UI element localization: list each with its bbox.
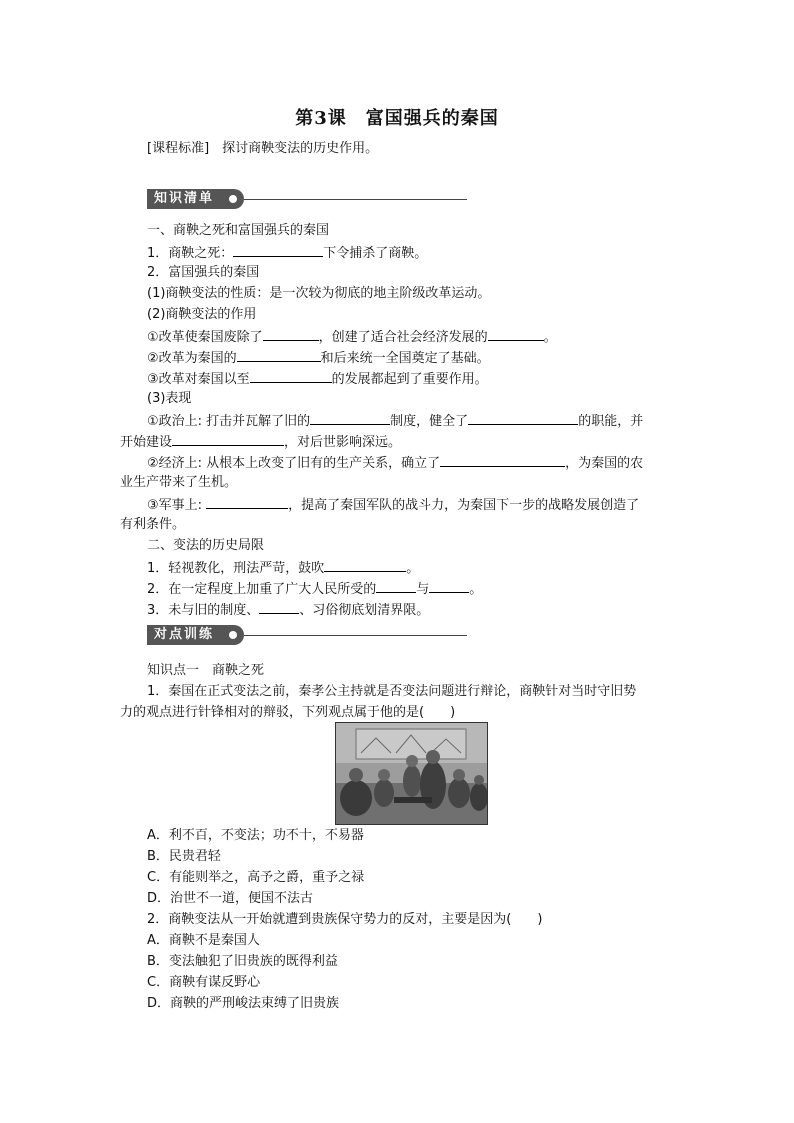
illustration-svg: [336, 723, 487, 824]
item-text: 下令捕杀了商鞅。: [323, 246, 428, 261]
fill-blank[interactable]: [250, 368, 332, 383]
item-3-b: [147, 452, 643, 474]
section-band-practice: [147, 625, 467, 645]
limit-2: [147, 578, 482, 600]
fill-blank[interactable]: [233, 242, 323, 257]
fill-blank[interactable]: [376, 578, 416, 593]
item-3-a-cont: [120, 431, 401, 453]
fill-blank[interactable]: [429, 578, 469, 593]
item-text: ，创建了适合社会经济发展的: [318, 330, 488, 345]
item-text: 、习俗彻底划清界限。: [299, 603, 430, 618]
q2-option-a[interactable]: A．商鞅不是秦国人: [147, 933, 260, 948]
section-rule: [244, 635, 467, 636]
fill-blank[interactable]: [172, 431, 284, 446]
q1-option-b[interactable]: B．民贵君轻: [147, 849, 221, 864]
item-2-2: (2)商鞅变法的作用: [147, 307, 257, 322]
fill-blank[interactable]: [263, 326, 319, 341]
limit-1: [147, 557, 419, 579]
item-2-1: (1)商鞅变法的性质：是一次较为彻底的地主阶级改革运动。: [147, 286, 491, 301]
item-text: 。: [406, 561, 420, 576]
item-2: 2．富国强兵的秦国: [147, 265, 260, 280]
q2-option-d[interactable]: D．商鞅的严刑峻法束缚了旧贵族: [147, 996, 340, 1011]
q1-option-d[interactable]: D．治世不一道，便国不法古: [147, 891, 314, 906]
q2-option-b[interactable]: B．变法触犯了旧贵族的既得利益: [147, 954, 338, 969]
item-text: 3．未与旧的制度、: [147, 603, 260, 618]
item-text: ，提高了秦国军队的战斗力，为秦国下一步的战略发展创造了: [288, 498, 640, 513]
fill-blank[interactable]: [310, 410, 390, 425]
item-text: 制度，健全了: [390, 414, 469, 429]
item-text: ，为秦国的农: [565, 456, 644, 471]
item-text: 与: [416, 582, 430, 597]
course-standard: [课程标准] 探讨商鞅变法的历史作用。: [147, 141, 379, 156]
item-text: ②改革为秦国的: [147, 351, 237, 366]
question-2: 2．商鞅变法从一开始就遭到贵族保守势力的反对，主要是因为( ): [147, 912, 543, 927]
question-1-line-2: 力的观点进行针锋相对的辩驳，下列观点属于他的是( ): [120, 705, 456, 720]
section-rule: [244, 199, 467, 200]
section-band-knowledge: [147, 189, 467, 209]
item-text: ③军事上:: [147, 498, 207, 513]
item-3-a: [147, 410, 643, 432]
item-text: ①改革使秦国废除了: [147, 330, 263, 345]
heading-1: 一、商鞅之死和富国强兵的秦国: [147, 223, 330, 238]
court-debate-illustration: [335, 722, 488, 825]
item-text: ，对后世影响深远。: [284, 435, 402, 450]
fill-blank[interactable]: [206, 494, 288, 509]
item-2-2-b: [147, 347, 490, 369]
heading-2: 二、变法的历史局限: [147, 538, 265, 553]
item-2-2-c: [147, 368, 488, 390]
fill-blank[interactable]: [237, 347, 321, 362]
item-2-2-a: [147, 326, 557, 348]
fill-blank[interactable]: [440, 452, 565, 467]
item-3-c: [147, 494, 639, 516]
fill-blank[interactable]: [468, 410, 578, 425]
item-text: ①政治上: 打击并瓦解了旧的: [147, 414, 311, 429]
item-text: 1．轻视教化，刑法严苛，鼓吹: [147, 561, 325, 576]
q1-option-c[interactable]: C．有能则举之，高予之爵，重予之禄: [147, 870, 365, 885]
item-text: 。: [543, 330, 557, 345]
item-3: (3)表现: [147, 391, 192, 406]
limit-3: [147, 599, 429, 621]
item-3-b-cont: 业生产带来了生机。: [120, 475, 238, 490]
section-tag: 知识清单: [147, 189, 244, 209]
fill-blank[interactable]: [488, 326, 544, 341]
item-text: 。: [469, 582, 483, 597]
item-1: [147, 242, 427, 264]
item-text: 开始建设: [120, 435, 173, 450]
bullet-dot-icon: [229, 195, 237, 203]
item-text: 2．在一定程度上加重了广大人民所受的: [147, 582, 377, 597]
question-1-line-1: 1．秦国在正式变法之前，秦孝公主持就是否变法问题进行辩论，商鞅针对当时守旧势: [147, 684, 637, 699]
section-tag: 对点训练: [147, 625, 244, 645]
item-text: ③改革对秦国以至: [147, 372, 250, 387]
fill-blank[interactable]: [324, 557, 406, 572]
q1-option-a[interactable]: A．利不百，不变法；功不十，不易器: [147, 828, 364, 843]
item-text: 的职能，并: [578, 414, 644, 429]
knowledge-point: 知识点一 商鞅之死: [147, 663, 265, 678]
item-text: 1．商鞅之死：: [147, 246, 234, 261]
item-3-c-cont: 有利条件。: [120, 517, 186, 532]
q2-option-c[interactable]: C．商鞅有谋反野心: [147, 975, 261, 990]
item-text: 的发展都起到了重要作用。: [331, 372, 488, 387]
bullet-dot-icon: [229, 631, 237, 639]
fill-blank[interactable]: [259, 599, 299, 614]
page-title: 第3课 富国强兵的秦国: [295, 108, 499, 129]
item-text: 和后来统一全国奠定了基础。: [320, 351, 490, 366]
item-text: ②经济上: 从根本上改变了旧有的生产关系，确立了: [147, 456, 441, 471]
